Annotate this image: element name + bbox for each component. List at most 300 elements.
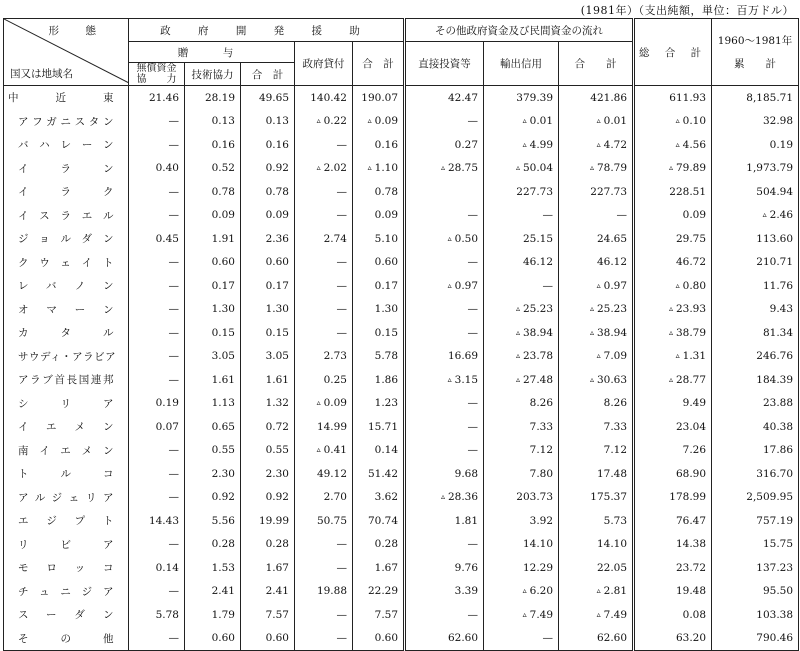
cumulative-cell: 95.50 xyxy=(712,580,799,604)
tech-coop-cell: 1.13 xyxy=(185,392,241,416)
fdi-cell: — xyxy=(405,533,484,557)
fdi-cell: 3.39 xyxy=(405,580,484,604)
loans-cell: ▵ 0.22 xyxy=(295,110,353,134)
tech-coop-cell: 5.56 xyxy=(185,509,241,533)
loans-cell: ▵ 0.41 xyxy=(295,439,353,463)
grant-total-cell: 0.92 xyxy=(241,486,295,510)
tech-coop-cell: 0.15 xyxy=(185,321,241,345)
cumulative-cell: 757.19 xyxy=(712,509,799,533)
cumulative-cell: 81.34 xyxy=(712,321,799,345)
cumulative-cell: 316.70 xyxy=(712,462,799,486)
grant-total-cell: 0.09 xyxy=(241,204,295,228)
row-label: エジプト xyxy=(4,509,129,533)
export-credit-cell: 227.73 xyxy=(484,180,559,204)
grant-total-cell: 0.60 xyxy=(241,251,295,275)
table-row xyxy=(4,533,799,557)
data-table xyxy=(3,18,799,651)
table-body xyxy=(4,86,799,651)
loans-cell: — xyxy=(295,627,353,651)
tech-coop-cell: 28.19 xyxy=(185,86,241,110)
export-credit-cell: 3.92 xyxy=(484,509,559,533)
fdi-cell: — xyxy=(405,415,484,439)
other-total-cell: 7.12 xyxy=(559,439,634,463)
export-credit-cell: 8.26 xyxy=(484,392,559,416)
grant-aid-cell: — xyxy=(129,274,185,298)
loans-cell: — xyxy=(295,180,353,204)
cumulative-cell: 103.38 xyxy=(712,603,799,627)
cumulative-cell: 15.75 xyxy=(712,533,799,557)
table-row xyxy=(4,556,799,580)
grand-total-cell: 23.04 xyxy=(634,415,712,439)
table-row xyxy=(4,86,799,110)
grant-aid-cell: — xyxy=(129,533,185,557)
row-label: バハレーン xyxy=(4,133,129,157)
grant-aid-cell: — xyxy=(129,251,185,275)
unit-note: (1981年）（支出純額，単位：百万ドル） xyxy=(580,4,794,17)
tech-coop-cell: 0.60 xyxy=(185,251,241,275)
fdi-header: 直接投資等 xyxy=(405,42,484,86)
fdi-cell: ▵ 0.50 xyxy=(405,227,484,251)
tech-coop-cell: 0.13 xyxy=(185,110,241,134)
fdi-cell: 42.47 xyxy=(405,86,484,110)
tech-coop-cell: 1.30 xyxy=(185,298,241,322)
grand-total-cell: 46.72 xyxy=(634,251,712,275)
grant-aid-cell: — xyxy=(129,580,185,604)
fdi-cell: ▵ 28.36 xyxy=(405,486,484,510)
tech-coop-cell: 2.41 xyxy=(185,580,241,604)
oda-total-cell: 0.16 xyxy=(353,133,405,157)
cumulative-cell: 23.88 xyxy=(712,392,799,416)
other-total-cell: 46.12 xyxy=(559,251,634,275)
row-label: 南イエメン xyxy=(4,439,129,463)
fdi-cell: ▵ 28.75 xyxy=(405,157,484,181)
tech-coop-cell: 1.79 xyxy=(185,603,241,627)
fdi-cell: 9.76 xyxy=(405,556,484,580)
loans-cell: 2.70 xyxy=(295,486,353,510)
export-credit-cell: ▵ 38.94 xyxy=(484,321,559,345)
other-total-cell: 8.26 xyxy=(559,392,634,416)
cumulative-cell: 9.43 xyxy=(712,298,799,322)
cumulative-cell: 2,509.95 xyxy=(712,486,799,510)
loans-header: 政府貸付 xyxy=(295,42,353,86)
export-credit-cell: ▵ 23.78 xyxy=(484,345,559,369)
grant-total-cell: 19.99 xyxy=(241,509,295,533)
grand-total-cell: 0.09 xyxy=(634,204,712,228)
grant-total-cell: 1.32 xyxy=(241,392,295,416)
export-credit-cell: 14.10 xyxy=(484,533,559,557)
row-label: アルジェリア xyxy=(4,486,129,510)
table-row xyxy=(4,298,799,322)
other-total-cell: 175.37 xyxy=(559,486,634,510)
grants-header: 贈 与 xyxy=(129,42,295,63)
grant-aid-cell: 0.07 xyxy=(129,415,185,439)
other-total-cell: ▵ 38.94 xyxy=(559,321,634,345)
grant-total-header: 合 計 xyxy=(241,63,295,86)
tech-coop-cell: 0.16 xyxy=(185,133,241,157)
export-credit-cell: ▵ 0.01 xyxy=(484,110,559,134)
fdi-cell: 1.81 xyxy=(405,509,484,533)
row-label: チュニジア xyxy=(4,580,129,604)
export-credit-cell: ▵ 50.04 xyxy=(484,157,559,181)
grand-total-cell: 14.38 xyxy=(634,533,712,557)
cumulative-header-label: 累 計 xyxy=(734,58,777,70)
other-total-cell: 5.73 xyxy=(559,509,634,533)
grant-aid-cell: 0.14 xyxy=(129,556,185,580)
grant-aid-cell: — xyxy=(129,110,185,134)
grant-total-cell: 7.57 xyxy=(241,603,295,627)
cumulative-cell: 40.38 xyxy=(712,415,799,439)
oda-total-cell: 190.07 xyxy=(353,86,405,110)
table-row xyxy=(4,227,799,251)
grant-aid-cell: 0.19 xyxy=(129,392,185,416)
grant-aid-cell: — xyxy=(129,462,185,486)
table-row xyxy=(4,133,799,157)
cumulative-cell: 8,185.71 xyxy=(712,86,799,110)
other-total-cell: 62.60 xyxy=(559,627,634,651)
grant-total-cell: 0.60 xyxy=(241,627,295,651)
tech-coop-cell: 1.53 xyxy=(185,556,241,580)
loans-cell: — xyxy=(295,251,353,275)
export-credit-cell: ▵ 7.49 xyxy=(484,603,559,627)
grand-total-cell: ▵ 0.10 xyxy=(634,110,712,134)
grand-total-cell: ▵ 23.93 xyxy=(634,298,712,322)
loans-cell: — xyxy=(295,321,353,345)
tech-coop-cell: 0.92 xyxy=(185,486,241,510)
table-row xyxy=(4,392,799,416)
oda-total-cell: 51.42 xyxy=(353,462,405,486)
row-label: モロッコ xyxy=(4,556,129,580)
grant-aid-cell: — xyxy=(129,180,185,204)
loans-cell: — xyxy=(295,274,353,298)
grant-total-cell: 2.30 xyxy=(241,462,295,486)
oda-total-cell: 0.09 xyxy=(353,204,405,228)
row-label: オマーン xyxy=(4,298,129,322)
grand-total-cell: 19.48 xyxy=(634,580,712,604)
fdi-cell xyxy=(405,180,484,204)
other-total-cell: 421.86 xyxy=(559,86,634,110)
export-credit-cell: ▵ 4.99 xyxy=(484,133,559,157)
export-credit-cell: — xyxy=(484,627,559,651)
export-credit-cell: 203.73 xyxy=(484,486,559,510)
grand-total-cell: ▵ 79.89 xyxy=(634,157,712,181)
loans-cell: ▵ 2.02 xyxy=(295,157,353,181)
cumulative-cell: 32.98 xyxy=(712,110,799,134)
oda-total-cell: 1.30 xyxy=(353,298,405,322)
other-total-cell: ▵ 7.09 xyxy=(559,345,634,369)
cumulative-cell: ▵ 2.46 xyxy=(712,204,799,228)
oda-total-cell: 70.74 xyxy=(353,509,405,533)
cumulative-header xyxy=(712,19,799,86)
row-label: リビア xyxy=(4,533,129,557)
table-row xyxy=(4,368,799,392)
fdi-cell: — xyxy=(405,603,484,627)
grant-aid-cell: — xyxy=(129,321,185,345)
grand-total-cell: ▵ 1.31 xyxy=(634,345,712,369)
grant-total-cell: 0.16 xyxy=(241,133,295,157)
fdi-cell: — xyxy=(405,392,484,416)
loans-cell: — xyxy=(295,556,353,580)
other-total-cell: ▵ 4.72 xyxy=(559,133,634,157)
grant-aid-cell: 5.78 xyxy=(129,603,185,627)
other-total-cell: 14.10 xyxy=(559,533,634,557)
grant-total-cell: 0.28 xyxy=(241,533,295,557)
tech-coop-cell: 0.55 xyxy=(185,439,241,463)
grant-total-cell: 3.05 xyxy=(241,345,295,369)
other-total-cell: ▵ 2.81 xyxy=(559,580,634,604)
table-row xyxy=(4,110,799,134)
grand-total-cell: ▵ 38.79 xyxy=(634,321,712,345)
loans-cell: — xyxy=(295,204,353,228)
row-label: アフガニスタン xyxy=(4,110,129,134)
cumulative-cell: 184.39 xyxy=(712,368,799,392)
tech-coop-cell: 0.09 xyxy=(185,204,241,228)
fdi-cell: — xyxy=(405,110,484,134)
loans-cell: 2.74 xyxy=(295,227,353,251)
grand-total-header: 総 合 計 xyxy=(634,19,712,86)
tech-coop-cell: 0.60 xyxy=(185,627,241,651)
table-row xyxy=(4,321,799,345)
row-label: レバノン xyxy=(4,274,129,298)
table-row xyxy=(4,580,799,604)
other-total-cell: ▵ 78.79 xyxy=(559,157,634,181)
other-total-cell: ▵ 25.23 xyxy=(559,298,634,322)
fdi-cell: — xyxy=(405,439,484,463)
oda-total-cell: 1.86 xyxy=(353,368,405,392)
table-row xyxy=(4,486,799,510)
table-row xyxy=(4,415,799,439)
loans-cell: — xyxy=(295,603,353,627)
grant-total-cell: 1.67 xyxy=(241,556,295,580)
grant-total-cell: 2.41 xyxy=(241,580,295,604)
other-total-cell: 17.48 xyxy=(559,462,634,486)
export-credit-cell: 25.15 xyxy=(484,227,559,251)
other-total-cell: — xyxy=(559,204,634,228)
fdi-cell: — xyxy=(405,321,484,345)
tech-coop-cell: 2.30 xyxy=(185,462,241,486)
table-row xyxy=(4,345,799,369)
cumulative-cell: 113.60 xyxy=(712,227,799,251)
cumulative-cell: 210.71 xyxy=(712,251,799,275)
cumulative-cell: 0.19 xyxy=(712,133,799,157)
row-label: 中近東 xyxy=(4,86,129,110)
cumulative-header-years: 1960～1981年 xyxy=(717,35,793,47)
grand-total-cell: 0.08 xyxy=(634,603,712,627)
fdi-cell: — xyxy=(405,298,484,322)
loans-cell: ▵ 0.09 xyxy=(295,392,353,416)
loans-cell: — xyxy=(295,533,353,557)
other-total-cell: ▵ 0.97 xyxy=(559,274,634,298)
row-label: その他 xyxy=(4,627,129,651)
table-row xyxy=(4,603,799,627)
row-label: ジョルダン xyxy=(4,227,129,251)
grand-total-cell: ▵ 4.56 xyxy=(634,133,712,157)
oda-total-cell: 1.23 xyxy=(353,392,405,416)
oda-total-cell: 22.29 xyxy=(353,580,405,604)
other-total-cell: ▵ 0.01 xyxy=(559,110,634,134)
loans-cell: 50.75 xyxy=(295,509,353,533)
table-row xyxy=(4,204,799,228)
loans-cell: 2.73 xyxy=(295,345,353,369)
table-row xyxy=(4,462,799,486)
row-label: イラク xyxy=(4,180,129,204)
cumulative-cell: 790.46 xyxy=(712,627,799,651)
grant-total-cell: 0.78 xyxy=(241,180,295,204)
loans-cell: 49.12 xyxy=(295,462,353,486)
grant-total-cell: 0.13 xyxy=(241,110,295,134)
grant-aid-cell: — xyxy=(129,627,185,651)
tech-coop-cell: 0.78 xyxy=(185,180,241,204)
oda-total-cell: 0.78 xyxy=(353,180,405,204)
table-row xyxy=(4,274,799,298)
export-credit-cell: 12.29 xyxy=(484,556,559,580)
category-header: 形 態 xyxy=(48,25,104,37)
grant-aid-cell: — xyxy=(129,345,185,369)
tech-coop-cell: 1.91 xyxy=(185,227,241,251)
oda-total-cell: 0.15 xyxy=(353,321,405,345)
other-total-header: 合 計 xyxy=(559,42,634,86)
oda-total-cell: 0.17 xyxy=(353,274,405,298)
row-label: イラン xyxy=(4,157,129,181)
tech-coop-cell: 0.52 xyxy=(185,157,241,181)
row-label: クウェイト xyxy=(4,251,129,275)
fdi-cell: ▵ 3.15 xyxy=(405,368,484,392)
table-row xyxy=(4,509,799,533)
grand-total-cell: 29.75 xyxy=(634,227,712,251)
corner-header-cell xyxy=(4,19,129,86)
export-credit-header: 輸出信用 xyxy=(484,42,559,86)
oda-total-cell: 1.67 xyxy=(353,556,405,580)
grant-aid-cell: 21.46 xyxy=(129,86,185,110)
fdi-cell: 62.60 xyxy=(405,627,484,651)
grant-aid-cell: 0.40 xyxy=(129,157,185,181)
fdi-cell: 16.69 xyxy=(405,345,484,369)
grant-aid-cell: — xyxy=(129,133,185,157)
loans-cell: 14.99 xyxy=(295,415,353,439)
fdi-cell: 0.27 xyxy=(405,133,484,157)
oda-total-cell: 3.62 xyxy=(353,486,405,510)
row-label: アラブ首長国連邦 xyxy=(4,368,129,392)
export-credit-cell: 379.39 xyxy=(484,86,559,110)
cumulative-cell: 246.76 xyxy=(712,345,799,369)
grant-total-cell: 0.17 xyxy=(241,274,295,298)
grant-aid-header: 無償資金 協 力 xyxy=(129,63,185,86)
row-label: カタル xyxy=(4,321,129,345)
grand-total-cell: 9.49 xyxy=(634,392,712,416)
grant-total-cell: 1.30 xyxy=(241,298,295,322)
oda-total-cell: ▵ 0.09 xyxy=(353,110,405,134)
cumulative-cell: 504.94 xyxy=(712,180,799,204)
loans-cell: 19.88 xyxy=(295,580,353,604)
oda-total-cell: 5.10 xyxy=(353,227,405,251)
grant-total-cell: 0.72 xyxy=(241,415,295,439)
other-total-cell: ▵ 7.49 xyxy=(559,603,634,627)
oda-total-cell: 15.71 xyxy=(353,415,405,439)
oda-total-cell: ▵ 1.10 xyxy=(353,157,405,181)
cumulative-cell: 1,973.79 xyxy=(712,157,799,181)
loans-cell: — xyxy=(295,298,353,322)
row-label: シリア xyxy=(4,392,129,416)
tech-coop-cell: 1.61 xyxy=(185,368,241,392)
export-credit-cell: — xyxy=(484,204,559,228)
loans-cell: 0.25 xyxy=(295,368,353,392)
cumulative-cell: 17.86 xyxy=(712,439,799,463)
row-label: イスラエル xyxy=(4,204,129,228)
grand-total-cell: 178.99 xyxy=(634,486,712,510)
table-row xyxy=(4,180,799,204)
oda-header: 政 府 開 発 援 助 xyxy=(129,19,405,42)
grand-total-cell: ▵ 0.80 xyxy=(634,274,712,298)
tech-coop-header: 技術協力 xyxy=(185,63,241,86)
cumulative-cell: 11.76 xyxy=(712,274,799,298)
grand-total-cell: 228.51 xyxy=(634,180,712,204)
grant-total-cell: 0.92 xyxy=(241,157,295,181)
grant-total-cell: 1.61 xyxy=(241,368,295,392)
table-row xyxy=(4,439,799,463)
row-label: イエメン xyxy=(4,415,129,439)
export-credit-cell: 7.33 xyxy=(484,415,559,439)
grand-total-cell: 611.93 xyxy=(634,86,712,110)
grant-aid-cell: — xyxy=(129,368,185,392)
grand-total-cell: 63.20 xyxy=(634,627,712,651)
table-row xyxy=(4,157,799,181)
loans-cell: — xyxy=(295,133,353,157)
oda-total-header: 合 計 xyxy=(353,42,405,86)
export-credit-cell: ▵ 27.48 xyxy=(484,368,559,392)
oda-total-cell: 0.28 xyxy=(353,533,405,557)
grant-total-cell: 49.65 xyxy=(241,86,295,110)
table-row xyxy=(4,627,799,651)
row-label: トルコ xyxy=(4,462,129,486)
country-header: 国又は地域名 xyxy=(10,68,73,80)
row-label: サウディ・アラビア xyxy=(4,345,129,369)
fdi-cell: 9.68 xyxy=(405,462,484,486)
table-row xyxy=(4,251,799,275)
oda-total-cell: 0.60 xyxy=(353,251,405,275)
other-total-cell: ▵ 30.63 xyxy=(559,368,634,392)
export-credit-cell: ▵ 25.23 xyxy=(484,298,559,322)
grand-total-cell: 23.72 xyxy=(634,556,712,580)
tech-coop-cell: 0.17 xyxy=(185,274,241,298)
export-credit-cell: — xyxy=(484,274,559,298)
export-credit-cell: ▵ 6.20 xyxy=(484,580,559,604)
other-total-cell: 24.65 xyxy=(559,227,634,251)
other-flows-header: その他政府資金及び民間資金の流れ xyxy=(405,19,634,42)
tech-coop-cell: 0.65 xyxy=(185,415,241,439)
other-total-cell: 227.73 xyxy=(559,180,634,204)
oda-total-cell: 7.57 xyxy=(353,603,405,627)
grand-total-cell: 68.90 xyxy=(634,462,712,486)
tech-coop-cell: 0.28 xyxy=(185,533,241,557)
grant-aid-cell: — xyxy=(129,439,185,463)
grand-total-cell: 7.26 xyxy=(634,439,712,463)
grant-aid-cell: — xyxy=(129,298,185,322)
export-credit-cell: 7.12 xyxy=(484,439,559,463)
other-total-cell: 22.05 xyxy=(559,556,634,580)
tech-coop-cell: 3.05 xyxy=(185,345,241,369)
grant-aid-cell: — xyxy=(129,204,185,228)
loans-cell: 140.42 xyxy=(295,86,353,110)
grant-aid-cell: — xyxy=(129,486,185,510)
fdi-cell: — xyxy=(405,251,484,275)
row-label: スーダン xyxy=(4,603,129,627)
grant-aid-cell: 14.43 xyxy=(129,509,185,533)
grant-total-cell: 0.55 xyxy=(241,439,295,463)
export-credit-cell: 46.12 xyxy=(484,251,559,275)
grant-total-cell: 0.15 xyxy=(241,321,295,345)
grand-total-cell: 76.47 xyxy=(634,509,712,533)
cumulative-cell: 137.23 xyxy=(712,556,799,580)
fdi-cell: ▵ 0.97 xyxy=(405,274,484,298)
